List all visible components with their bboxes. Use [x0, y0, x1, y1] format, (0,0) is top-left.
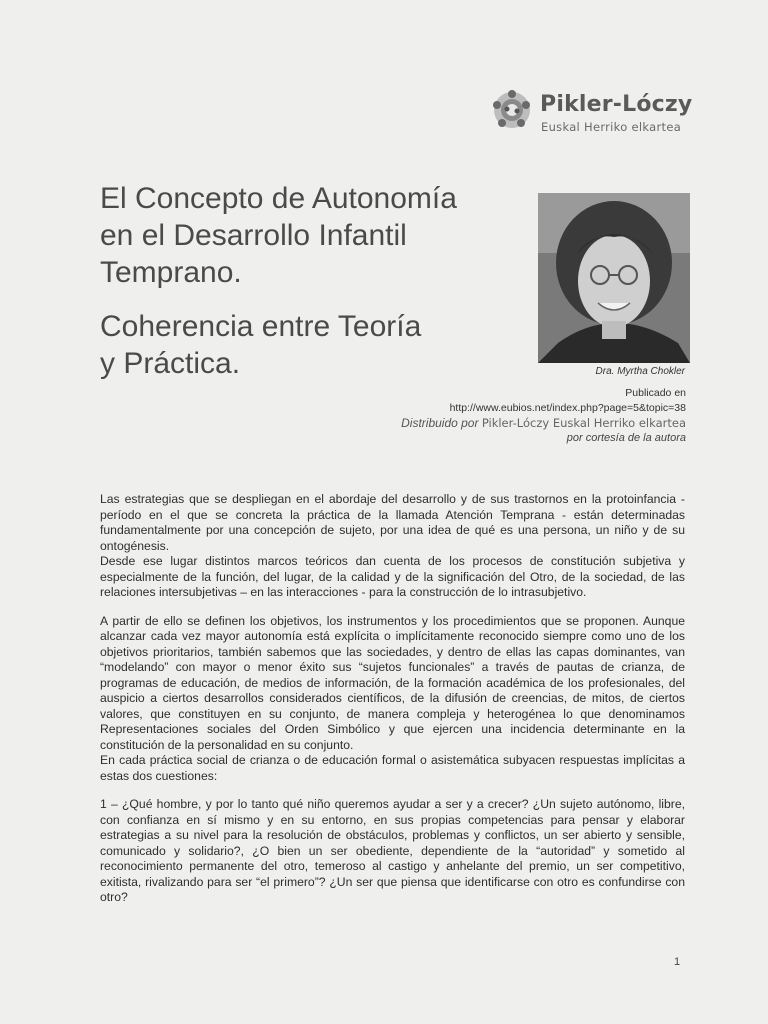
document-subtitle [100, 308, 520, 382]
paragraph: Las estrategias que se despliegan en el abordaje del desarrollo y de sus trastornos en la protoinfancia - período en el que se concreta la práctica de la llamada Atención Temprana - están determinadas fundamentalmente por una concepción de sujeto, por una idea de qué es una persona, un niño y de su ontogénesis. [100, 492, 685, 553]
header-logo [490, 86, 700, 136]
paragraph: En cada práctica social de crianza o de educación formal o asistemática subyacen respuestas implícitas a estas dos cuestiones: [100, 753, 685, 783]
body-text [100, 492, 685, 919]
published-label: Publicado en [625, 387, 686, 399]
title-line: en el Desarrollo Infantil [100, 219, 407, 252]
title-line: El Concepto de Autonomía [100, 182, 457, 215]
title-line: Temprano. [100, 256, 242, 289]
paragraph: 1 – ¿Qué hombre, y por lo tanto qué niño queremos ayudar a ser y a crecer? ¿Un sujeto autónomo, libre, con confianza en sí mismo y en su entorno, en sus propias competencias para pensar y elaborar estrategias a su nivel para la resolución de obstáculos, problemas y conflictos, un ser abierto y sensible, comunicado y solidario?, ¿O bien un ser obediente, dependiente de la “autoridad” y sometido al reconocimiento permanente del otro, temeroso al castigo y anhelante del premio, un ser competitivo, exitista, rivalizando para ser “el primero”? ¿Un ser que piensa que identificarse con otro es confundirse con otro? [100, 797, 685, 904]
paragraph: Desde ese lugar distintos marcos teóricos dan cuenta de los procesos de constitución subjetiva y especialmente de la función, del lugar, de la calidad y de la significación del Otro, de la sociedad, de las relaciones intersubjetivas – en las interacciones - para la construcción de lo intrasubjetivo. [100, 554, 685, 599]
logo-subtitle: Euskal Herriko elkartea [541, 120, 682, 134]
page-number: 1 [674, 956, 681, 968]
author-portrait-photo [538, 193, 690, 363]
photo-caption: Dra. Myrtha Chokler [595, 366, 685, 377]
distributor-name: Pikler-Lóczy Euskal Herriko elkartea [481, 416, 686, 430]
source-url: http://www.eubios.net/index.php?page=5&topic=38 [449, 401, 686, 414]
paragraph: A partir de ello se definen los objetivos, los instrumentos y los procedimientos que se proponen. Aunque alcanzar cada vez mayor autonomía está explícita o implícitamente reconocido siempre como uno de los objetivos prioritarios, también sabemos que las sociedades, y dentro de ellas las capas dominantes, van “modelando” con mayor o menor éxito sus “sujetos funcionales” a través de pautas de crianza, de programas de educación, de medios de información, de la formación académica de los profesionales, del auspicio a ciertos desarrollos considerados científicos, de la difusión de creencias, de mitos, de ciertos valores, que constituyen en su conjunto, de manera compleja y heterogénea lo que denominamos Representaciones sociales del Orden Simbólico y que ejercen una incidencia determinante en la constitución de la personalidad en su conjunto. [100, 613, 685, 752]
publication-info [401, 386, 686, 446]
distributed-by-label: Distribuido por [401, 416, 479, 430]
courtesy-note: por cortesía de la autora [566, 432, 686, 444]
distribution-line [401, 415, 686, 431]
subtitle-line: Coherencia entre Teoría [100, 310, 422, 343]
document-title [100, 180, 520, 291]
subtitle-line: y Práctica. [100, 347, 241, 380]
logo-name: Pikler-Lóczy [540, 92, 693, 117]
pikler-loczy-logo-icon [490, 88, 534, 132]
